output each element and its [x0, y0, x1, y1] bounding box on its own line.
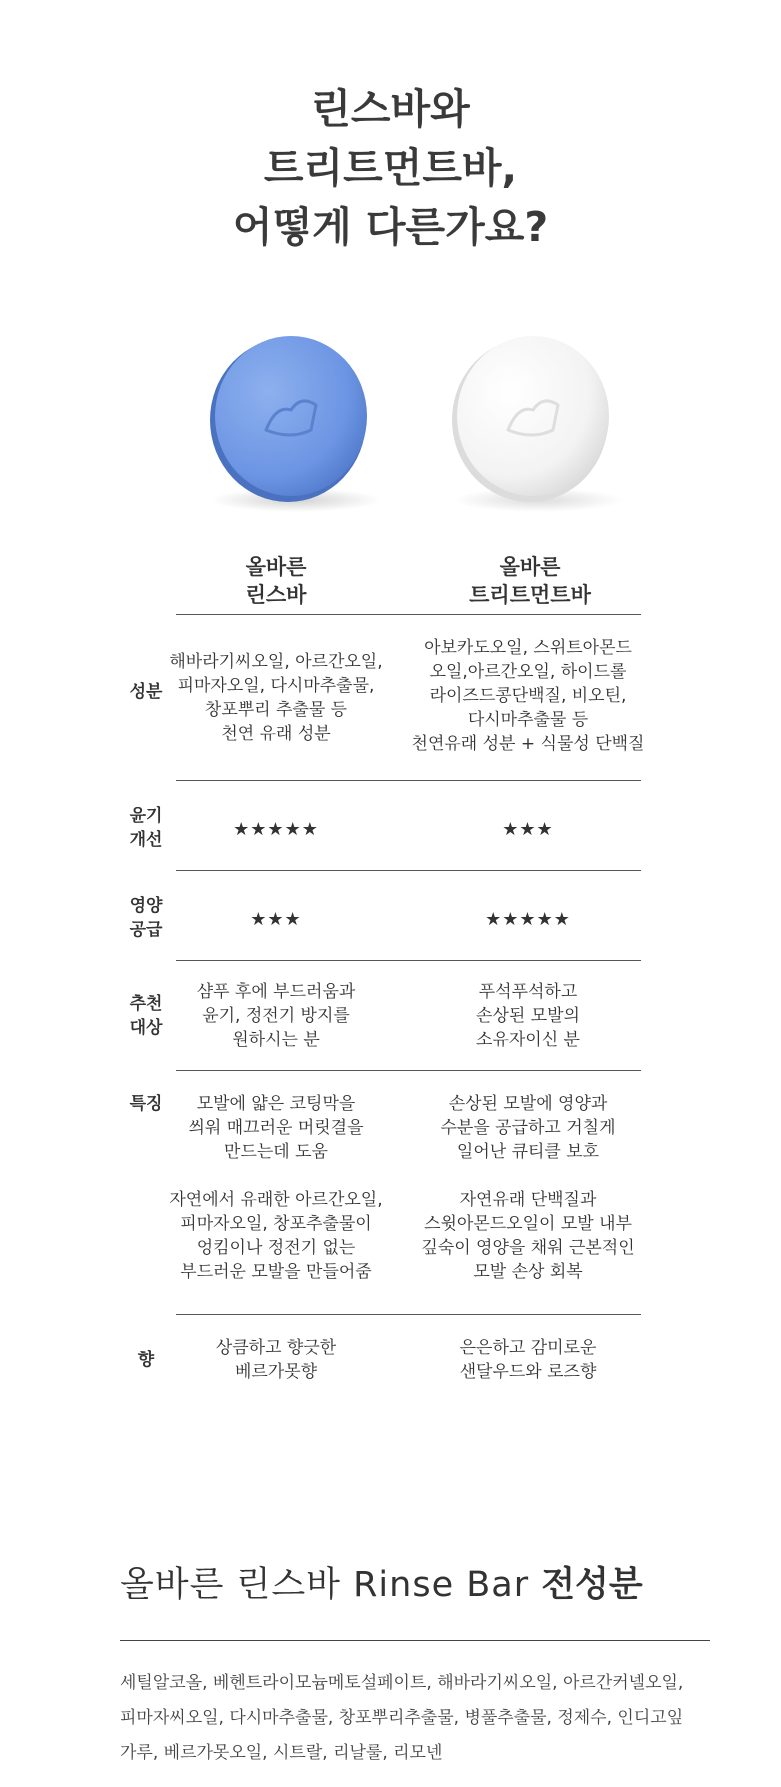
cell-line: 다시마추출물 등	[467, 710, 589, 730]
row-label-text: 공급	[129, 920, 163, 940]
rating-treatment-nutrition	[392, 908, 664, 932]
cell-line: 상큼하고 향긋한	[215, 1338, 337, 1358]
star-rating: ★★★	[502, 819, 554, 840]
cell-line: 아보카도오일, 스위트아몬드	[424, 638, 632, 658]
divider	[176, 1314, 641, 1315]
headline-line: 어떻게 다른가요?	[232, 203, 549, 251]
ingredients-title-prefix: 올바른 린스바 Rinse Bar	[120, 1565, 542, 1605]
cell-line: 씌워 매끄러운 머릿결을	[188, 1118, 364, 1138]
cell-rinse-scent	[150, 1336, 402, 1384]
cell-line: 모발 손상 회복	[473, 1262, 583, 1282]
ingredients-line: 가루, 베르가못오일, 시트랄, 리날룰, 리모넨	[120, 1743, 443, 1763]
rating-treatment-gloss	[392, 818, 664, 842]
cell-line: 소유자이신 분	[476, 1030, 580, 1050]
ingredients-title	[120, 1560, 720, 1610]
star-rating: ★★★★★	[485, 909, 571, 930]
cell-line: 피마자오일, 다시마추출물,	[177, 676, 375, 696]
column-header-treatment-bar	[420, 553, 640, 609]
headline	[0, 80, 781, 257]
cell-line: 천연유래 성분 + 식물성 단백질	[411, 734, 645, 754]
divider	[176, 960, 641, 961]
cell-treatment-ingredients	[392, 636, 664, 756]
cell-treatment-features	[392, 1092, 664, 1164]
cell-line: 윤기, 정전기 방지를	[202, 1006, 350, 1026]
column-header-line: 트리트먼트바	[469, 583, 591, 607]
row-label-text: 영양	[129, 896, 163, 916]
divider	[176, 614, 641, 615]
cell-line: 베르가못향	[234, 1362, 318, 1382]
cell-line: 모발에 얇은 코팅막을	[196, 1094, 356, 1114]
rating-rinse-nutrition	[150, 908, 402, 932]
headline-line: 트리트먼트바,	[263, 144, 518, 192]
column-header-line: 올바른	[499, 555, 561, 579]
divider	[176, 870, 641, 871]
star-rating: ★★★	[250, 909, 302, 930]
cell-rinse-ingredients	[150, 650, 402, 746]
headline-line: 린스바와	[311, 85, 470, 133]
cell-line: 천연 유래 성분	[221, 724, 331, 744]
ingredients-list	[120, 1666, 740, 1771]
cell-line: 오일,아르간오일, 하이드롤	[429, 662, 627, 682]
cell-line: 자연유래 단백질과	[459, 1190, 597, 1210]
blue-round-bar-icon	[196, 320, 386, 520]
cell-line: 자연에서 유래한 아르간오일,	[169, 1190, 383, 1210]
rating-rinse-gloss	[150, 818, 402, 842]
star-rating: ★★★★★	[233, 819, 319, 840]
divider	[176, 780, 641, 781]
row-label-text: 개선	[129, 830, 163, 850]
row-label-text: 윤기	[129, 806, 163, 826]
column-header-line: 올바른	[245, 555, 307, 579]
cell-line: 푸석푸석하고	[478, 982, 578, 1002]
cell-line: 원하시는 분	[232, 1030, 320, 1050]
cell-rinse-features	[150, 1092, 402, 1164]
row-label-text: 추천	[129, 994, 163, 1014]
cell-line: 엉킴이나 정전기 없는	[196, 1238, 356, 1258]
row-label-text: 향	[137, 1350, 155, 1370]
ingredients-line: 세틸알코올, 베헨트라이모늄메토설페이트, 해바라기씨오일, 아르간커넬오일,	[120, 1673, 684, 1693]
cell-line: 일어난 큐티클 보호	[456, 1142, 600, 1162]
cell-rinse-features-2	[150, 1188, 402, 1284]
cell-line: 손상된 모발에 영양과	[448, 1094, 608, 1114]
cell-line: 깊숙이 영양을 채워 근본적인	[421, 1238, 635, 1258]
column-header-rinse-bar	[176, 553, 376, 609]
divider	[176, 1070, 641, 1071]
divider	[120, 1640, 710, 1641]
cell-line: 해바라기씨오일, 아르간오일,	[169, 652, 383, 672]
ingredients-title-bold: 전성분	[541, 1565, 643, 1605]
cell-line: 샴푸 후에 부드러움과	[196, 982, 356, 1002]
cell-line: 은은하고 감미로운	[459, 1338, 597, 1358]
cell-line: 스윗아몬드오일이 모발 내부	[424, 1214, 632, 1234]
cell-line: 라이즈드콩단백질, 비오틴,	[429, 686, 627, 706]
cell-treatment-recommended	[392, 980, 664, 1052]
cell-line: 손상된 모발의	[476, 1006, 580, 1026]
row-label-text: 성분	[129, 682, 163, 702]
cell-rinse-recommended	[150, 980, 402, 1052]
row-label-text: 특징	[129, 1094, 163, 1114]
cell-line: 만드는데 도움	[224, 1142, 328, 1162]
column-header-line: 린스바	[245, 583, 307, 607]
cell-treatment-scent	[392, 1336, 664, 1384]
row-label-text: 대상	[129, 1018, 163, 1038]
cell-line: 샌달우드와 로즈향	[459, 1362, 597, 1382]
cell-line: 부드러운 모발을 만들어줌	[180, 1262, 372, 1282]
cell-line: 창포뿌리 추출물 등	[204, 700, 348, 720]
cell-line: 수분을 공급하고 거칠게	[440, 1118, 616, 1138]
cell-treatment-features-2	[392, 1188, 664, 1284]
white-round-bar-icon	[438, 320, 628, 520]
product-images	[0, 320, 781, 520]
cell-line: 피마자오일, 창포추출물이	[180, 1214, 372, 1234]
ingredients-line: 피마자씨오일, 다시마추출물, 창포뿌리추출물, 병풀추출물, 정제수, 인디고잎	[120, 1708, 684, 1728]
